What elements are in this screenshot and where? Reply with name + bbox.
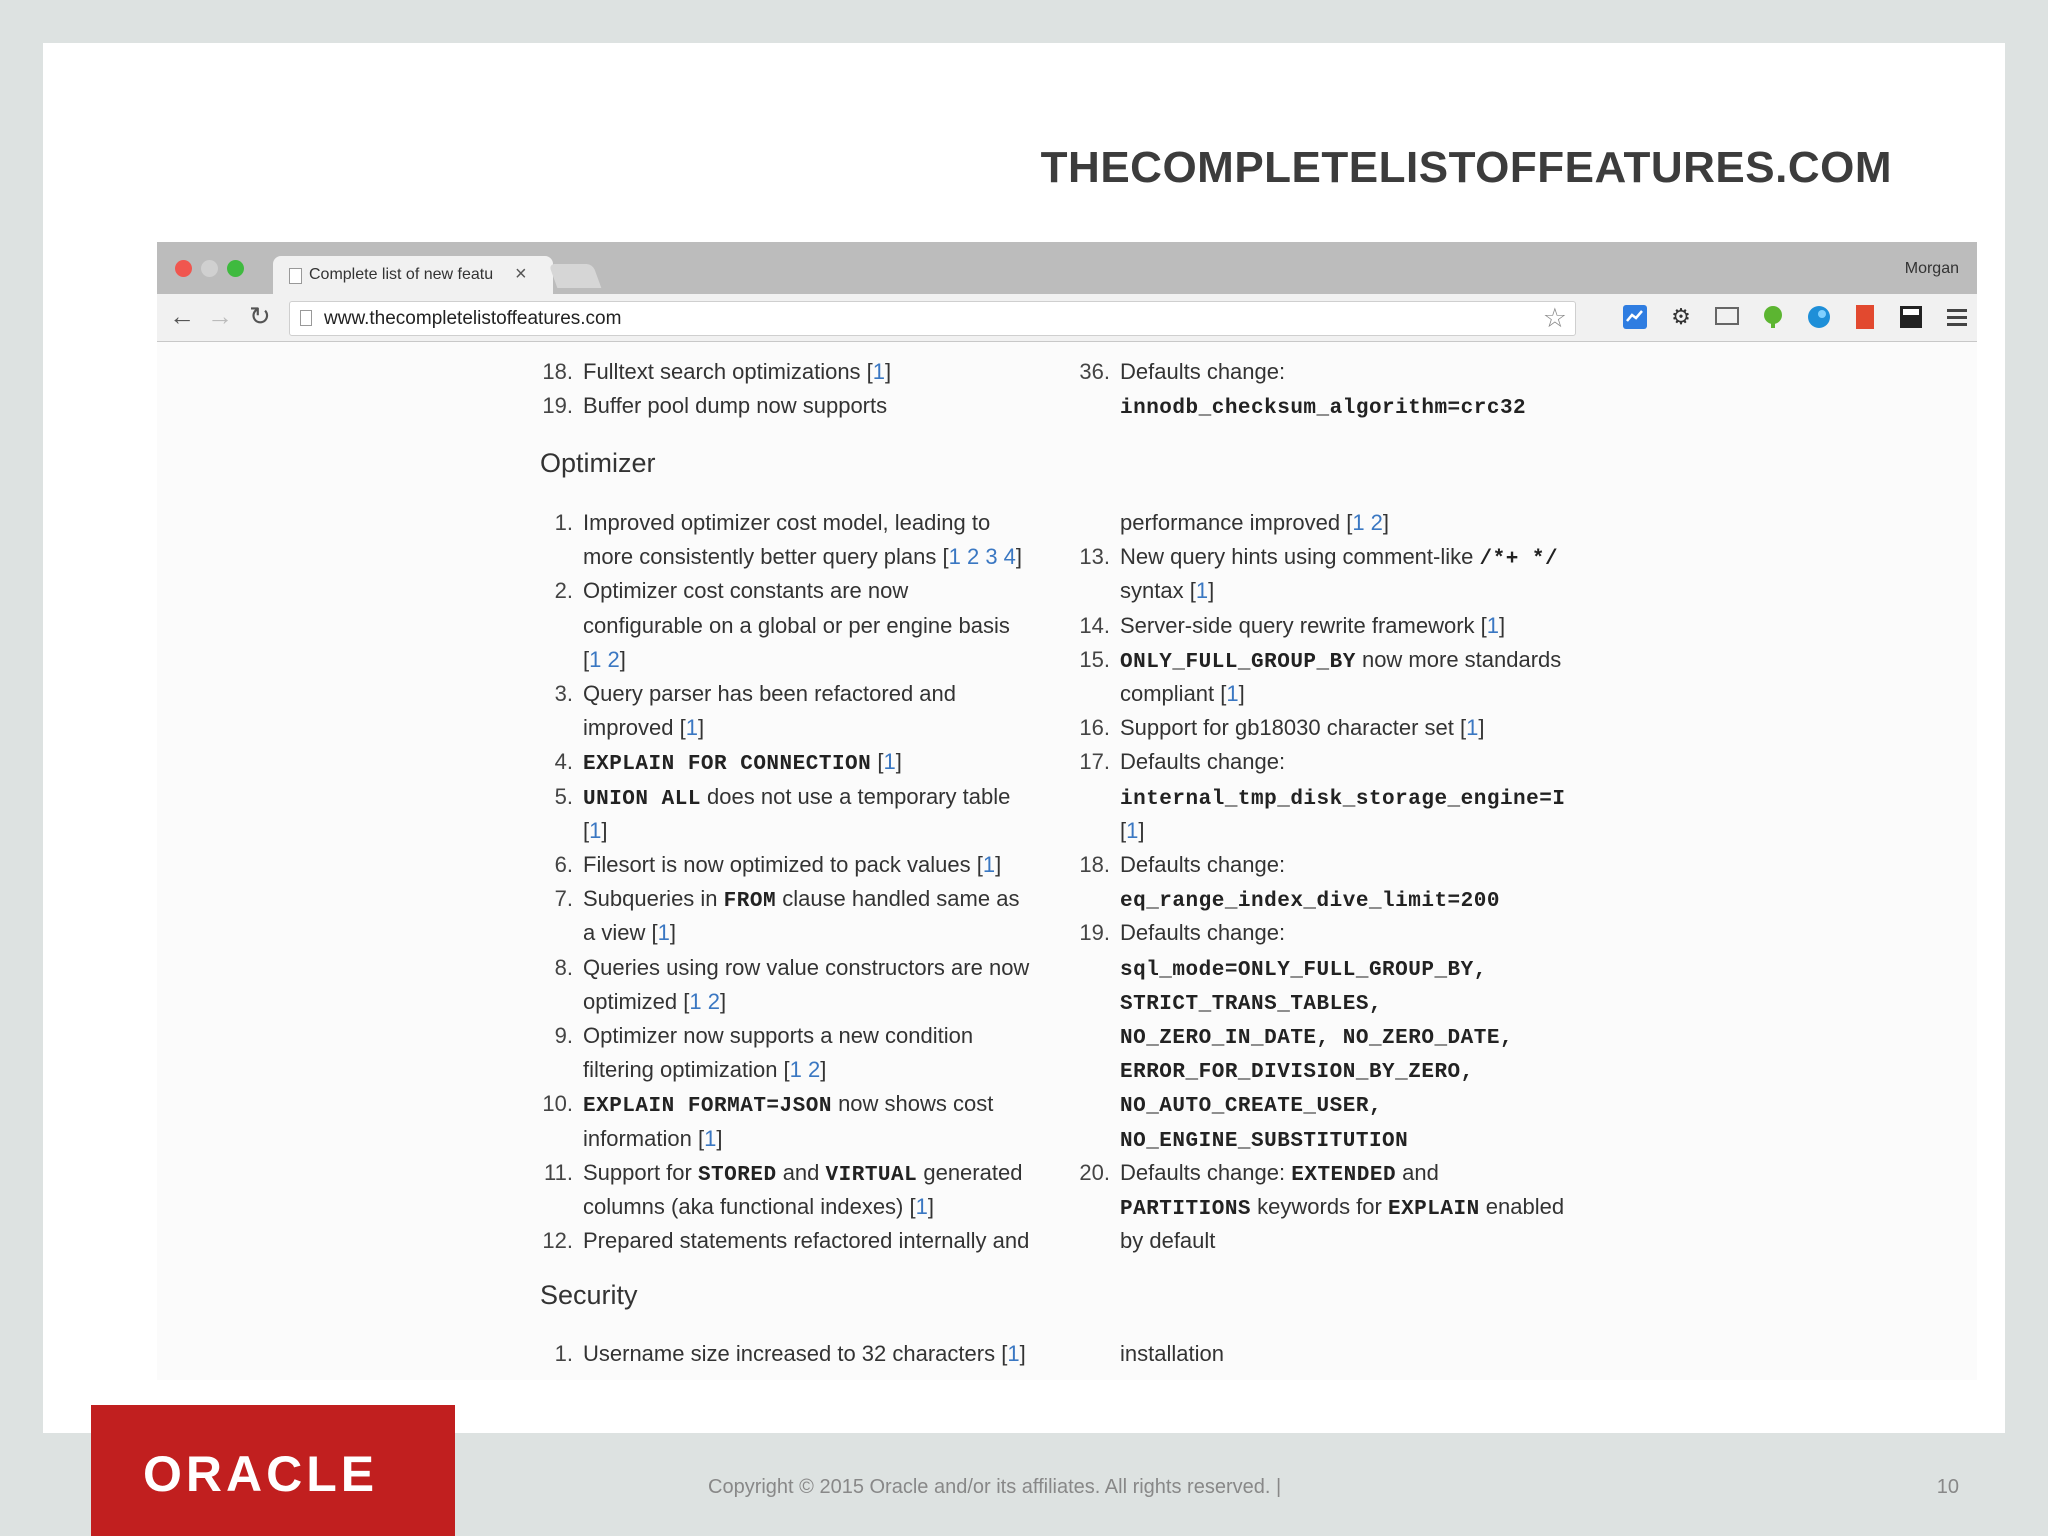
reference-link[interactable]: 1 xyxy=(685,715,698,741)
list-line xyxy=(583,609,1010,643)
item-text: ] xyxy=(1019,1341,1026,1366)
item-text: configurable on a global or per engine basis xyxy=(583,612,1010,638)
tab-title: Complete list of new featu xyxy=(309,266,494,283)
item-text: Server-side query rewrite framework [ xyxy=(1120,612,1487,638)
item-text: Defaults change: xyxy=(1120,920,1286,946)
item-text: now shows cost xyxy=(831,1091,994,1117)
item-number: 36. xyxy=(1079,359,1110,384)
item-number: 3. xyxy=(554,681,573,706)
code-text: eq_range_index_dive_limit=200 xyxy=(1120,890,1500,914)
item-text: clause handled same as xyxy=(776,886,1020,912)
list-line xyxy=(583,540,1022,574)
code-text: NO_ZERO_IN_DATE, NO_ZERO_DATE, xyxy=(1120,1027,1514,1050)
page-number: 10 xyxy=(1936,1476,1959,1498)
item-text: ] xyxy=(995,852,1002,877)
list-line xyxy=(1079,745,1286,779)
reference-link[interactable]: 1 xyxy=(1007,1341,1020,1366)
oracle-logo xyxy=(143,1443,413,1503)
logo-text: ORACLE xyxy=(143,1446,379,1502)
bookmark-star-icon[interactable]: ☆ xyxy=(1542,303,1567,333)
reference-link[interactable]: 1 2 xyxy=(689,988,720,1014)
reference-link[interactable]: 1 xyxy=(1126,817,1139,843)
list-line xyxy=(1120,506,1389,540)
item-text: a view [ xyxy=(583,920,658,946)
code-text: NO_ENGINE_SUBSTITUTION xyxy=(1120,1129,1409,1153)
item-text: Optimizer now supports a new condition xyxy=(583,1023,974,1048)
item-text: Prepared statements refactored internally and xyxy=(583,1228,1030,1254)
reference-link[interactable]: 1 xyxy=(883,749,896,775)
list-line xyxy=(1120,1337,1224,1371)
reference-link[interactable]: 1 2 xyxy=(589,646,620,672)
bookmark-red-icon[interactable] xyxy=(1851,303,1879,331)
item-number: 12. xyxy=(542,1228,573,1254)
list-line xyxy=(554,951,1030,985)
list-line xyxy=(542,355,892,389)
gear-icon[interactable]: ⚙ xyxy=(1671,304,1691,329)
globe-icon[interactable] xyxy=(1805,303,1833,331)
item-number: 4. xyxy=(554,749,573,775)
tab-bar xyxy=(157,242,1977,294)
list-line xyxy=(583,1190,934,1224)
list-line xyxy=(1120,1019,1513,1056)
item-text: Username size increased to 32 characters [ xyxy=(583,1341,1008,1366)
code-text: NO_AUTO_CREATE_USER, xyxy=(1120,1095,1383,1119)
item-number: 1. xyxy=(554,1341,573,1366)
item-text: generated xyxy=(917,1159,1023,1185)
item-number: 8. xyxy=(554,954,573,980)
code-text: STORED xyxy=(697,1163,777,1187)
item-text: [ xyxy=(583,817,590,843)
list-line xyxy=(1079,355,1286,389)
cast-icon[interactable] xyxy=(1713,303,1741,331)
browser-toolbar xyxy=(157,294,1977,342)
list-line xyxy=(1120,780,1565,817)
list-line xyxy=(1120,985,1382,1022)
oracle-logo-box xyxy=(91,1405,455,1536)
reference-link[interactable]: 1 xyxy=(915,1194,928,1219)
item-text: ] xyxy=(619,646,626,672)
list-line xyxy=(1120,574,1214,608)
item-number: 7. xyxy=(554,886,573,912)
reference-link[interactable]: 1 xyxy=(704,1125,717,1151)
code-text: ONLY_FULL_GROUP_BY xyxy=(1120,650,1356,674)
list-line xyxy=(583,814,608,848)
code-text: EXPLAIN xyxy=(1387,1198,1480,1221)
item-text: ] xyxy=(1238,681,1245,706)
item-text: ] xyxy=(1499,612,1506,638)
heading-security: Security xyxy=(540,1280,638,1310)
code-text: innodb_checksum_algorithm=crc32 xyxy=(1120,397,1527,421)
reference-link[interactable]: 1 xyxy=(657,920,670,946)
item-number: 18. xyxy=(542,359,573,384)
list-line xyxy=(554,677,957,711)
item-number: 10. xyxy=(542,1091,573,1117)
list-line xyxy=(1120,882,1500,919)
item-number: 19. xyxy=(542,393,573,419)
list-line xyxy=(1120,1053,1474,1090)
item-text: ] xyxy=(1382,510,1390,535)
list-line xyxy=(554,574,909,608)
list-line xyxy=(1120,814,1145,848)
code-text: FROM xyxy=(723,890,777,914)
item-text: now more standards xyxy=(1355,646,1562,672)
item-text: by default xyxy=(1120,1228,1216,1254)
item-number: 19. xyxy=(1079,920,1110,946)
window-icon[interactable] xyxy=(1897,303,1925,331)
back-arrow-icon[interactable]: ← xyxy=(169,301,195,331)
reference-link[interactable]: 1 2 xyxy=(1352,510,1383,535)
code-text: PARTITIONS xyxy=(1120,1198,1252,1221)
item-text: ] xyxy=(1208,578,1215,604)
code-text: VIRTUAL xyxy=(825,1163,918,1187)
list-line xyxy=(554,780,1011,817)
item-text: ] xyxy=(820,1057,827,1083)
clipped-line-left xyxy=(582,342,604,344)
list-line xyxy=(1079,916,1286,950)
new-tab-button[interactable] xyxy=(549,264,602,288)
item-text: [ xyxy=(871,749,884,775)
maximize-window-icon[interactable] xyxy=(227,260,244,277)
slide-title: THECOMPLETELISTOFFEATURES.COM xyxy=(1040,143,1892,192)
item-text: ] xyxy=(719,988,727,1014)
list-line xyxy=(1079,711,1485,745)
reference-link[interactable]: 1 2 3 4 xyxy=(948,544,1016,570)
item-text: optimized [ xyxy=(583,988,690,1014)
item-number: 1. xyxy=(554,510,573,535)
item-text: ] xyxy=(1015,544,1023,570)
item-text: [ xyxy=(583,646,590,672)
list-line xyxy=(1120,1224,1215,1258)
code-text: ERROR_FOR_DIVISION_BY_ZERO, xyxy=(1120,1061,1474,1085)
copyright-text: Copyright © 2015 Oracle and/or its affiliates. All rights reserved. | xyxy=(708,1476,1282,1498)
item-text: ] xyxy=(885,359,892,384)
page-icon xyxy=(300,310,312,326)
menu-icon[interactable] xyxy=(1943,303,1971,331)
item-number: 2. xyxy=(554,578,573,604)
list-line xyxy=(544,1156,1023,1193)
item-text: Queries using row value constructors are now xyxy=(583,954,1030,980)
address-bar[interactable] xyxy=(289,301,1576,336)
item-text: columns (aka functional indexes) [ xyxy=(583,1194,916,1219)
profile-button[interactable]: Morgan xyxy=(1904,260,1959,277)
item-number: 9. xyxy=(554,1023,573,1048)
item-text: ] xyxy=(1138,817,1145,843)
reload-icon[interactable]: ↻ xyxy=(249,301,271,331)
item-number: 20. xyxy=(1079,1159,1110,1185)
item-text: Support for xyxy=(583,1159,698,1185)
item-text: does not use a temporary table xyxy=(700,783,1011,809)
code-text: EXPLAIN FOR CONNECTION xyxy=(583,753,872,777)
list-line xyxy=(554,1019,974,1053)
list-line xyxy=(1120,951,1487,988)
slide xyxy=(43,43,2005,1433)
page-content xyxy=(157,342,1977,1380)
list-line xyxy=(1120,1087,1382,1124)
item-text: ] xyxy=(697,715,705,741)
code-text: STRICT_TRANS_TABLES, xyxy=(1120,992,1383,1016)
list-line xyxy=(554,1337,1026,1371)
list-line xyxy=(1079,609,1506,643)
reference-link[interactable]: 1 xyxy=(872,359,886,384)
item-text: filtering optimization [ xyxy=(583,1057,790,1083)
list-line xyxy=(554,848,1002,882)
list-line xyxy=(542,1087,994,1124)
list-line xyxy=(583,985,726,1019)
item-number: 14. xyxy=(1079,612,1110,638)
list-line xyxy=(542,389,888,423)
item-text: Query parser has been refactored and xyxy=(583,681,957,706)
browser-window xyxy=(157,242,1977,1380)
item-text: compliant [ xyxy=(1120,681,1227,706)
evernote-icon[interactable] xyxy=(1759,303,1787,331)
list-line xyxy=(542,1224,1030,1258)
item-text: Improved optimizer cost model, leading to xyxy=(583,510,991,535)
list-line xyxy=(1079,1156,1439,1193)
close-window-icon[interactable] xyxy=(175,260,192,277)
item-text: and xyxy=(776,1159,826,1185)
list-line xyxy=(583,1122,722,1156)
code-text: EXPLAIN FORMAT=JSON xyxy=(583,1095,832,1119)
code-text: internal_tmp_disk_storage_engine=I xyxy=(1120,787,1566,811)
item-number: 6. xyxy=(554,852,573,877)
item-number: 11. xyxy=(544,1159,573,1185)
minimize-window-icon[interactable] xyxy=(201,260,218,277)
list-line xyxy=(554,745,902,782)
list-line xyxy=(554,506,991,540)
code-text: sql_mode=ONLY_FULL_GROUP_BY, xyxy=(1120,958,1487,982)
item-text: installation xyxy=(1120,1341,1224,1366)
item-text: ] xyxy=(601,817,608,843)
item-text: Defaults change: xyxy=(1120,1159,1292,1185)
item-number: 15. xyxy=(1079,646,1110,672)
item-text: information [ xyxy=(583,1125,705,1151)
reference-link[interactable]: 1 xyxy=(1466,715,1479,741)
item-text: syntax [ xyxy=(1120,578,1196,604)
item-text: Filesort is now optimized to pack values [ xyxy=(583,852,983,877)
item-text: Defaults change: xyxy=(1120,852,1286,877)
page-icon xyxy=(289,268,302,284)
list-line xyxy=(1120,389,1526,426)
list-line xyxy=(583,916,676,950)
item-text: Buffer pool dump now supports xyxy=(583,393,888,419)
reference-link[interactable]: 1 xyxy=(982,852,996,877)
item-number: 5. xyxy=(554,783,573,809)
chart-extension-icon[interactable] xyxy=(1621,303,1649,331)
item-text: [ xyxy=(1120,817,1127,843)
item-text: improved [ xyxy=(583,715,686,741)
item-text: keywords for xyxy=(1251,1194,1388,1219)
item-text: performance improved [ xyxy=(1120,510,1353,535)
reference-link[interactable]: 1 xyxy=(1486,612,1500,638)
tab-close-icon[interactable]: × xyxy=(515,263,527,285)
item-text: Subqueries in xyxy=(583,886,724,912)
list-line xyxy=(1120,677,1245,711)
item-text: Optimizer cost constants are now xyxy=(583,578,909,604)
item-number: 16. xyxy=(1079,715,1110,741)
item-text: ] xyxy=(1478,715,1485,741)
reference-link[interactable]: 1 2 xyxy=(789,1057,821,1083)
code-text: /*+ */ xyxy=(1479,548,1559,572)
list-line xyxy=(1120,1190,1564,1227)
item-text: and xyxy=(1396,1159,1439,1185)
forward-arrow-icon[interactable]: → xyxy=(207,301,233,331)
item-text: ] xyxy=(669,920,676,946)
code-text: UNION ALL xyxy=(583,787,701,811)
url-text[interactable]: www.thecompletelistoffeatures.com xyxy=(324,308,622,329)
tab-active[interactable] xyxy=(273,256,553,294)
list-line xyxy=(1079,848,1286,882)
item-text: ] xyxy=(927,1194,934,1219)
list-line xyxy=(1079,540,1559,577)
list-line xyxy=(583,643,626,677)
reference-link[interactable]: 1 xyxy=(1226,681,1239,706)
item-text: more consistently better query plans [ xyxy=(583,544,949,570)
list-line xyxy=(554,882,1020,919)
item-text: Defaults change: xyxy=(1120,749,1286,775)
code-text: EXTENDED xyxy=(1291,1163,1397,1187)
item-text: Support for gb18030 character set [ xyxy=(1120,715,1467,741)
list-line xyxy=(583,711,704,745)
clipped-line-right xyxy=(1077,342,1127,344)
item-text: New query hints using comment-like xyxy=(1120,544,1480,570)
list-line xyxy=(1120,1122,1408,1159)
item-text: enabled xyxy=(1479,1194,1565,1219)
item-number: 13. xyxy=(1079,544,1110,570)
item-text: ] xyxy=(895,749,902,775)
item-text: ] xyxy=(716,1125,723,1151)
heading-optimizer: Optimizer xyxy=(540,448,656,478)
item-text: Fulltext search optimizations [ xyxy=(583,359,873,384)
item-number: 18. xyxy=(1079,852,1110,877)
list-line xyxy=(583,1053,826,1087)
item-text: Defaults change: xyxy=(1120,359,1286,384)
item-number: 17. xyxy=(1079,749,1110,775)
reference-link[interactable]: 1 xyxy=(589,817,602,843)
reference-link[interactable]: 1 xyxy=(1195,578,1209,604)
list-line xyxy=(1079,643,1562,680)
